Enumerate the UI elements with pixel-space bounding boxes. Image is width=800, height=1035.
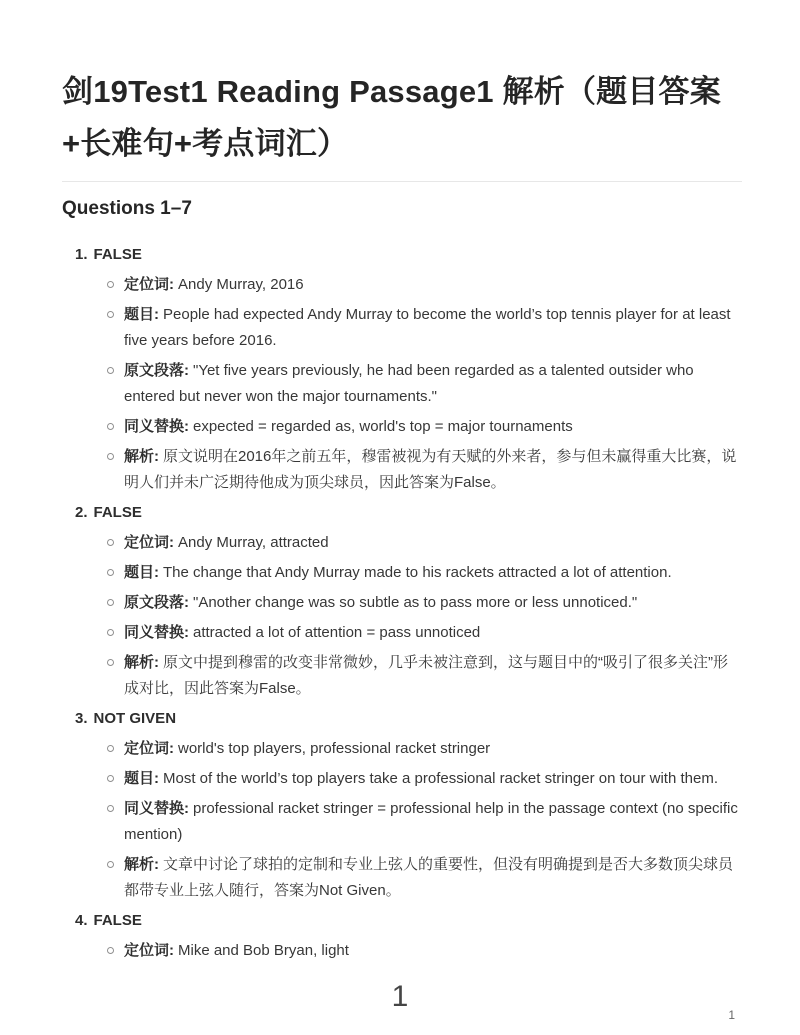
question-number: 1. [75,246,88,263]
detail-label: 题目: [124,770,159,787]
detail-text: Andy Murray, attracted [178,534,329,551]
detail-text: 文章中讨论了球拍的定制和专业上弦人的重要性，但没有明确提到是否大多数顶尖球员都带专业上弦人随行，答案为Not Given。 [124,856,734,899]
question-item [62,242,742,496]
question-number: 2. [75,504,88,521]
question-number: 4. [75,912,88,929]
detail-text: The change that Andy Murray made to his rackets attracted a lot of attention. [163,564,672,581]
detail-text: 原文中提到穆雷的改变非常微妙，几乎未被注意到，这与题目中的“吸引了很多关注”形成对比，因此答案为False。 [124,654,728,697]
detail-text: Most of the world’s top players take a professional racket stringer on tour with them. [163,770,718,787]
question-item [62,706,742,904]
detail-item [62,590,742,616]
question-number: 3. [75,710,88,727]
question-header [62,706,742,732]
detail-item [62,852,742,904]
detail-text: world's top players, professional racket stringer [178,740,491,757]
detail-item [62,302,742,354]
detail-text: 原文说明在2016年之前五年，穆雷被视为有天赋的外来者，参与但未赢得重大比赛，说明人们并未广泛期待他成为顶尖球员，因此答案为False。 [124,448,737,491]
detail-item [62,444,742,496]
detail-label: 原文段落: [124,594,189,611]
detail-label: 同义替换: [124,800,189,817]
detail-text: People had expected Andy Murray to become the world’s top tennis player for at least five years before 2016. [124,306,731,349]
page-number-center: 1 [391,980,409,1013]
question-details [62,736,742,904]
detail-item [62,736,742,762]
detail-text: attracted a lot of attention = pass unnoticed [193,624,481,641]
detail-label: 解析: [124,856,159,873]
question-answer: NOT GIVEN [93,710,177,727]
detail-text: Andy Murray, 2016 [178,276,304,293]
detail-label: 解析: [124,654,159,671]
detail-item [62,650,742,702]
detail-item [62,530,742,556]
detail-item [62,796,742,848]
detail-item [62,620,742,646]
page-title: 剑19Test1 Reading Passage1 解析（题目答案+长难句+考点词汇） [62,74,721,161]
detail-text: "Yet five years previously, he had been regarded as a talented outsider who entered but never won the major tournaments." [124,362,694,405]
detail-text: expected = regarded as, world's top = major tournaments [193,418,573,435]
question-header [62,908,742,934]
detail-item [62,938,742,964]
question-details [62,938,742,964]
detail-item [62,272,742,298]
question-answer: FALSE [93,246,142,263]
question-item [62,500,742,702]
detail-label: 定位词: [124,740,174,757]
detail-label: 解析: [124,448,159,465]
questions-list [62,242,742,964]
title-divider [62,181,742,182]
detail-text: "Another change was so subtle as to pass more or less unnoticed." [193,594,638,611]
detail-text: professional racket stringer = professional help in the passage context (no specific mention) [124,800,738,843]
detail-label: 题目: [124,306,159,323]
detail-label: 同义替换: [124,624,189,641]
detail-label: 同义替换: [124,418,189,435]
detail-label: 定位词: [124,534,174,551]
detail-text: Mike and Bob Bryan, light [178,942,349,959]
question-answer: FALSE [93,504,142,521]
detail-label: 定位词: [124,942,174,959]
detail-label: 题目: [124,564,159,581]
question-header [62,242,742,268]
section-heading: Questions 1–7 [62,198,192,219]
detail-item [62,414,742,440]
detail-label: 原文段落: [124,362,189,379]
detail-item [62,766,742,792]
question-header [62,500,742,526]
question-answer: FALSE [93,912,142,929]
detail-item [62,358,742,410]
question-details [62,272,742,496]
detail-item [62,560,742,586]
question-details [62,530,742,702]
question-item [62,908,742,964]
page-number-corner: 1 [728,1008,735,1022]
detail-label: 定位词: [124,276,174,293]
